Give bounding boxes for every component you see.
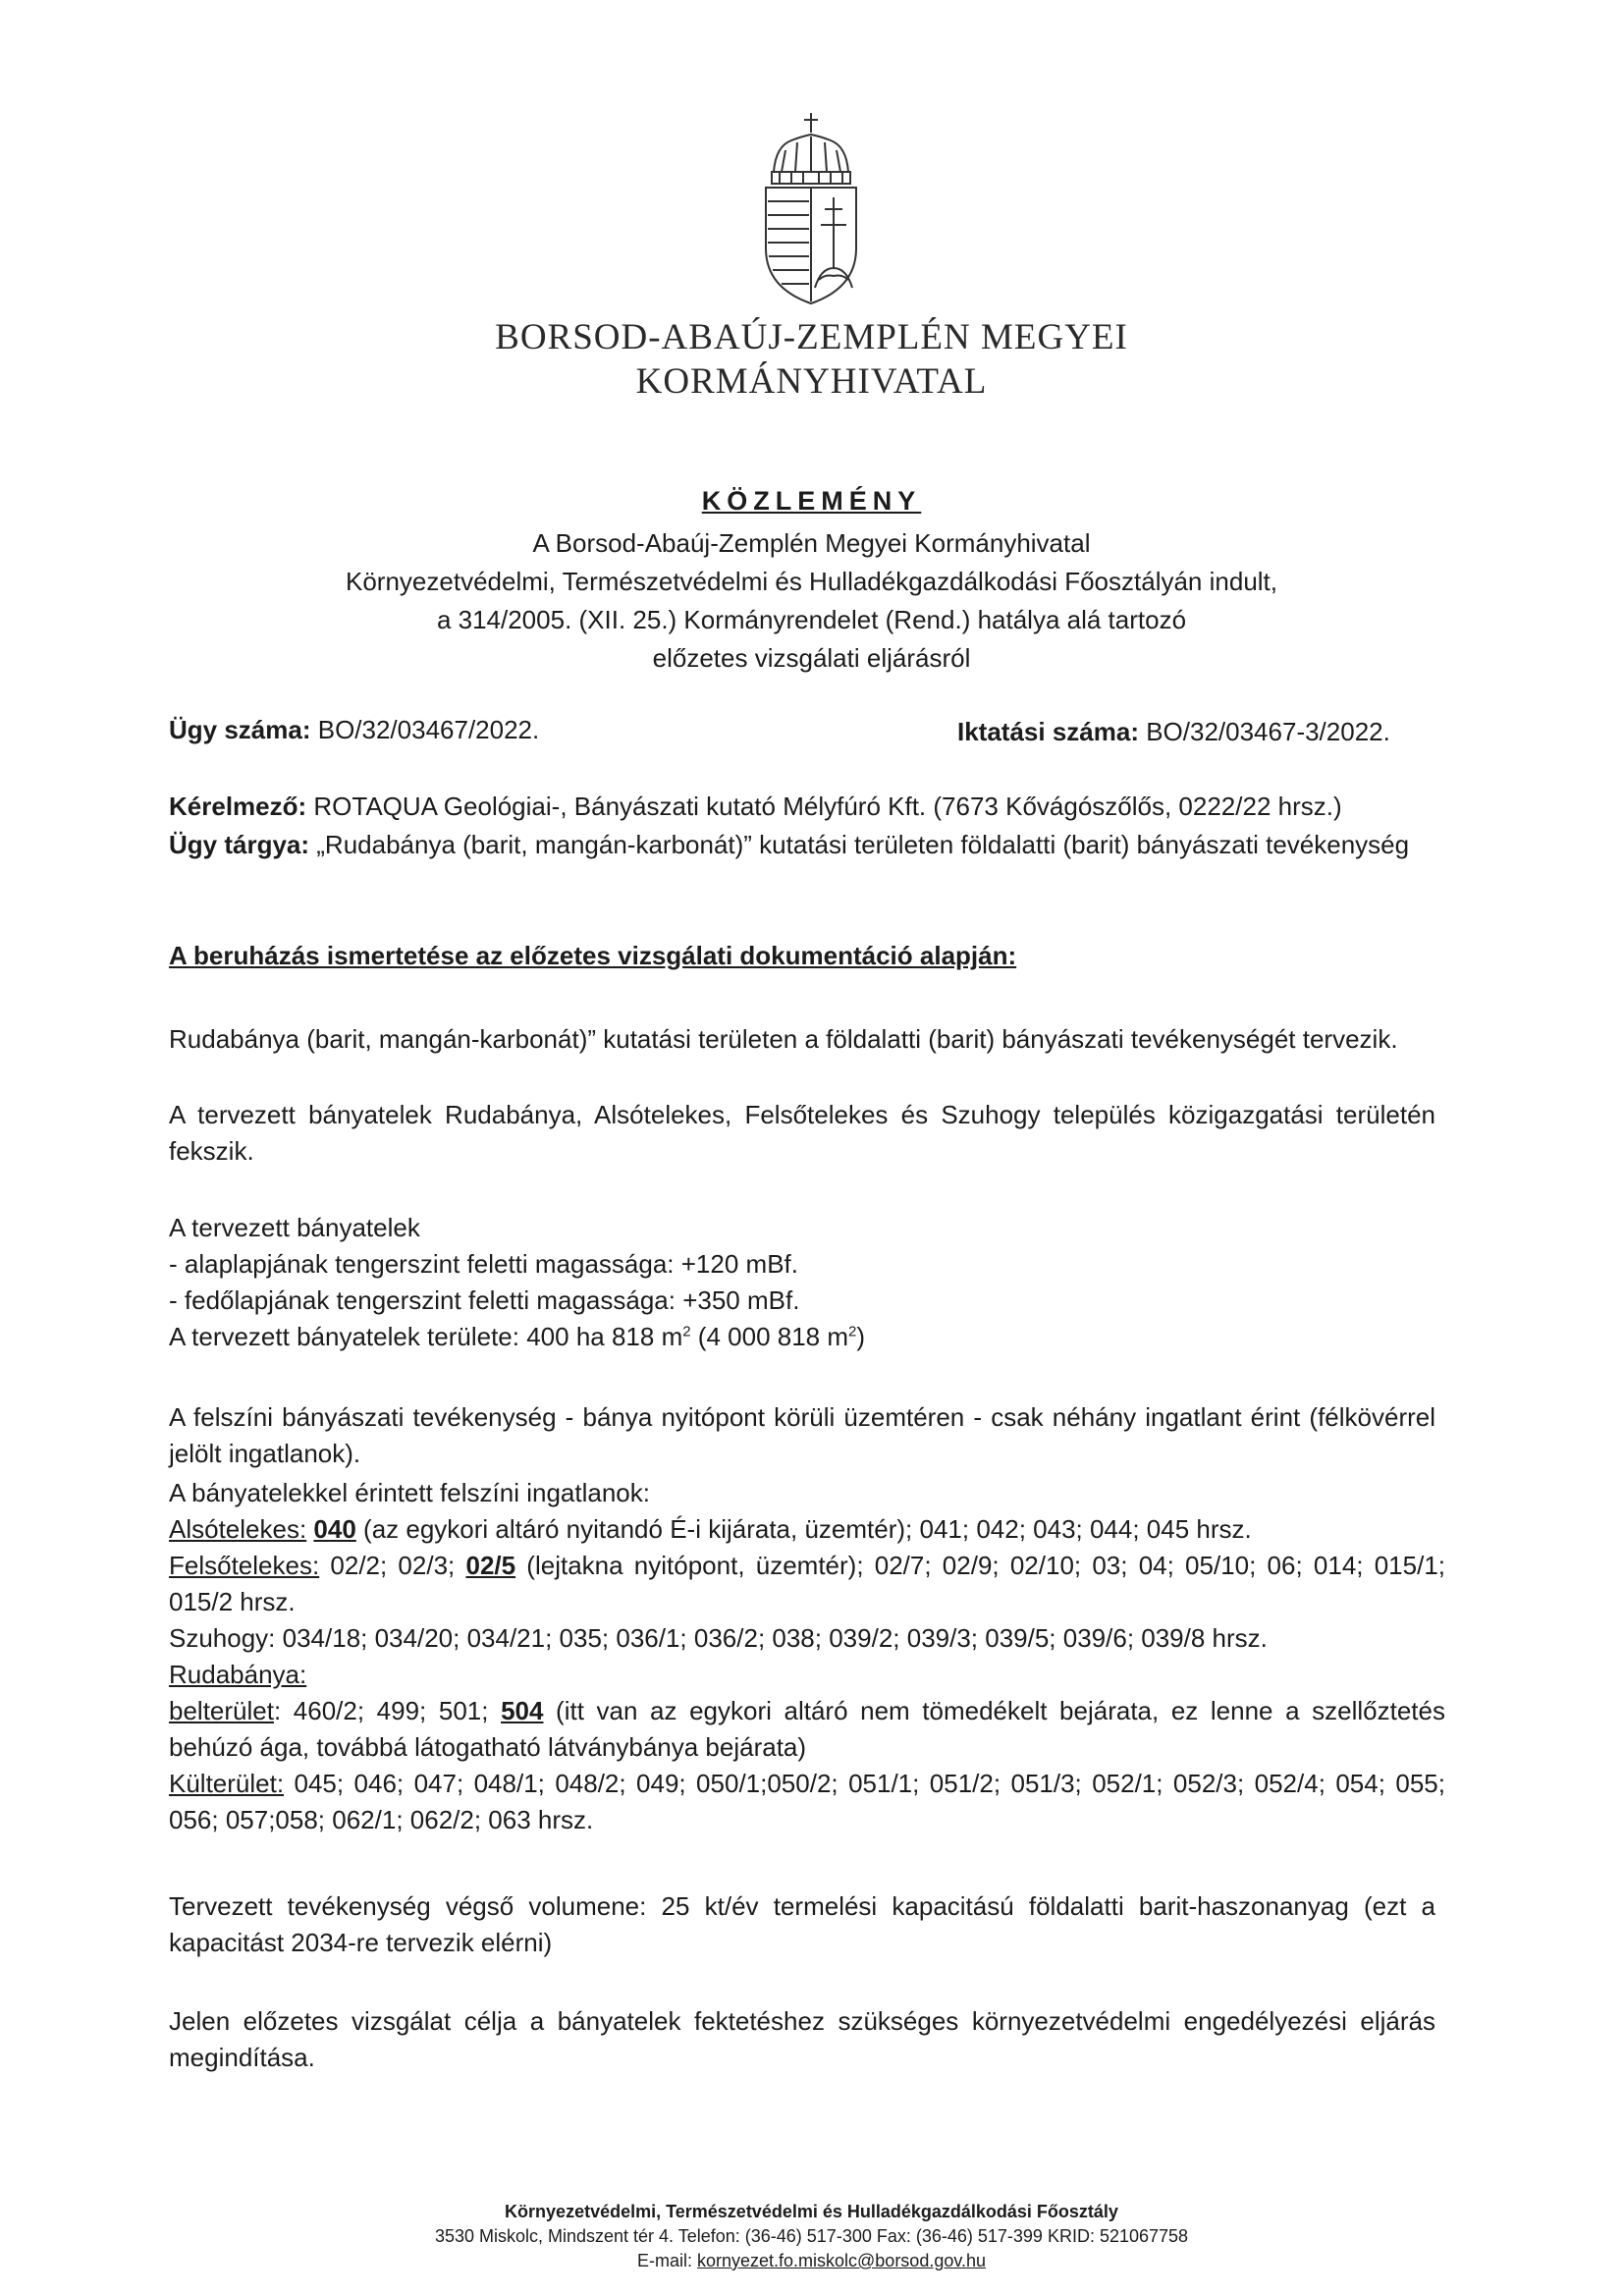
footer-email-line: E-mail: kornyezet.fo.miskolc@borsod.gov.hu (636, 2251, 987, 2270)
case-number-label: Ügy száma: (169, 715, 311, 744)
notice-intro (0, 524, 1623, 678)
applicant-value: ROTAQUA Geológiai-, Bányászati kutató Mélyfúró Kft. (7673 Kővágószőlős, 0222/22 hrsz.) (306, 792, 1342, 821)
footer-address: 3530 Miskolc, Mindszent tér 4. Telefon: (36-46) 517-300 Fax: (36-46) 517-399 KRID: 521067758 (434, 2226, 1189, 2246)
property-alsotelekes: Alsótelekes: 040 (az egykori altáró nyitandó É-i kijárata, üzemtér); 041; 042; 043; 044; 045 hrsz. (169, 1514, 1252, 1544)
registration-value: BO/32/03467-3/2022. (1138, 717, 1390, 746)
property-felsotelekes: Felsőtelekes: 02/2; 02/3; 02/5 (lejtakna nyitópont, üzemtér); 02/7; 02/9; 02/10; 03; 04; 05/10; 06; 014; 015/1; 015/2 hrsz. (169, 1551, 1446, 1616)
property-belterulet: belterület: 460/2; 499; 501; 504 (itt van az egykori altáró nem tömedékelt bejárata, ez lenne a szellőztetés behúzó ága, továbbá látogatható látványbánya bejárata) (169, 1696, 1445, 1762)
subject (169, 827, 1435, 863)
area-line: A tervezett bányatelek területe: 400 ha 818 $m^2$ (4 000 818 $m^2$) (169, 1322, 866, 1351)
paragraph-7: Jelen előzetes vizsgálat célja a bányatelek fektetéshez szükséges környezetvédelmi engedélyezési eljárás megindítása. (169, 2006, 1435, 2072)
footer-department: Környezetvédelmi, Természetvédelmi és Hulladékgazdálkodási Főosztály (505, 2202, 1118, 2221)
property-list (169, 1475, 1445, 1838)
elevation-line: - fedőlapjának tengerszint feletti magassága: +350 mBf. (169, 1285, 800, 1315)
coat-of-arms-icon (756, 111, 866, 307)
footer (0, 2200, 1623, 2273)
section-heading: A beruházás ismertetése az előzetes vizsgálati dokumentáció alapján: (169, 941, 1017, 970)
paragraph-6: Tervezett tevékenység végső volumene: 25 kt/év termelési kapacitású földalatti barit-haszonanyag (ezt a kapacitást 2034-re tervezik elérni) (169, 1891, 1435, 1957)
case-number-value: BO/32/03467/2022. (310, 715, 540, 744)
notice-title: KÖZLEMÉNY (701, 486, 922, 516)
intro-line: A Borsod-Abaúj-Zemplén Megyei Kormányhivatal (532, 528, 1091, 558)
paragraph-1: Rudabánya (barit, mangán-karbonát)” kutatási területen a földalatti (barit) bányászati tevékenységét tervezik. (169, 1024, 1398, 1054)
paragraph-4: A felszíni bányászati tevékenység - bánya nyitópont körüli üzemtéren - csak néhány ingatlant érint (félkövérrel jelölt ingatlanok). (169, 1402, 1435, 1468)
intro-line: a 314/2005. (XII. 25.) Kormányrendelet (Rend.) hatálya alá tartozó (436, 605, 1187, 634)
property-kulterulet: Külterület: 045; 046; 047; 048/1; 048/2; 049; 050/1;050/2; 051/1; 051/2; 051/3; 052/1; 052/3; 052/4; 054; 055; 056; 057;058; 062/1; 062/2; 063 hrsz. (169, 1769, 1445, 1834)
elevation-line: A tervezett bányatelek (169, 1213, 420, 1242)
org-name-line2: KORMÁNYHIVATAL (635, 361, 988, 402)
property-szuhogy: Szuhogy: 034/18; 034/20; 034/21; 035; 036/1; 036/2; 038; 039/2; 039/3; 039/5; 039/6; 039/8 hrsz. (169, 1623, 1268, 1653)
footer-email-link[interactable]: kornyezet.fo.miskolc@borsod.gov.hu (696, 2251, 987, 2270)
property-intro: A bányatelekkel érintett felszíni ingatlanok: (169, 1478, 650, 1507)
intro-line: előzetes vizsgálati eljárásról (652, 643, 971, 673)
case-number (169, 712, 539, 748)
paragraph-2: A tervezett bányatelek Rudabánya, Alsótelekes, Felsőtelekes és Szuhogy település közigazgatási területén fekszik. (169, 1100, 1435, 1166)
paragraph-3 (169, 1210, 1435, 1355)
registration-label: Iktatási száma: (957, 717, 1139, 746)
applicant (169, 789, 1342, 825)
subject-label: Ügy tárgya: (169, 830, 310, 859)
applicant-label: Kérelmező: (169, 792, 307, 821)
registration-number (957, 714, 1390, 750)
intro-line: Környezetvédelmi, Természetvédelmi és Hulladékgazdálkodási Főosztályán indult, (346, 567, 1277, 596)
org-name-line1: BORSOD-ABAÚJ-ZEMPLÉN MEGYEI (495, 317, 1128, 357)
elevation-line: - alaplapjának tengerszint feletti magassága: +120 mBf. (169, 1249, 798, 1279)
property-rudabanya-label: Rudabánya: (169, 1660, 307, 1689)
subject-value: „Rudabánya (barit, mangán-karbonát)” kutatási területen földalatti (barit) bányászati tevékenység (309, 830, 1410, 859)
